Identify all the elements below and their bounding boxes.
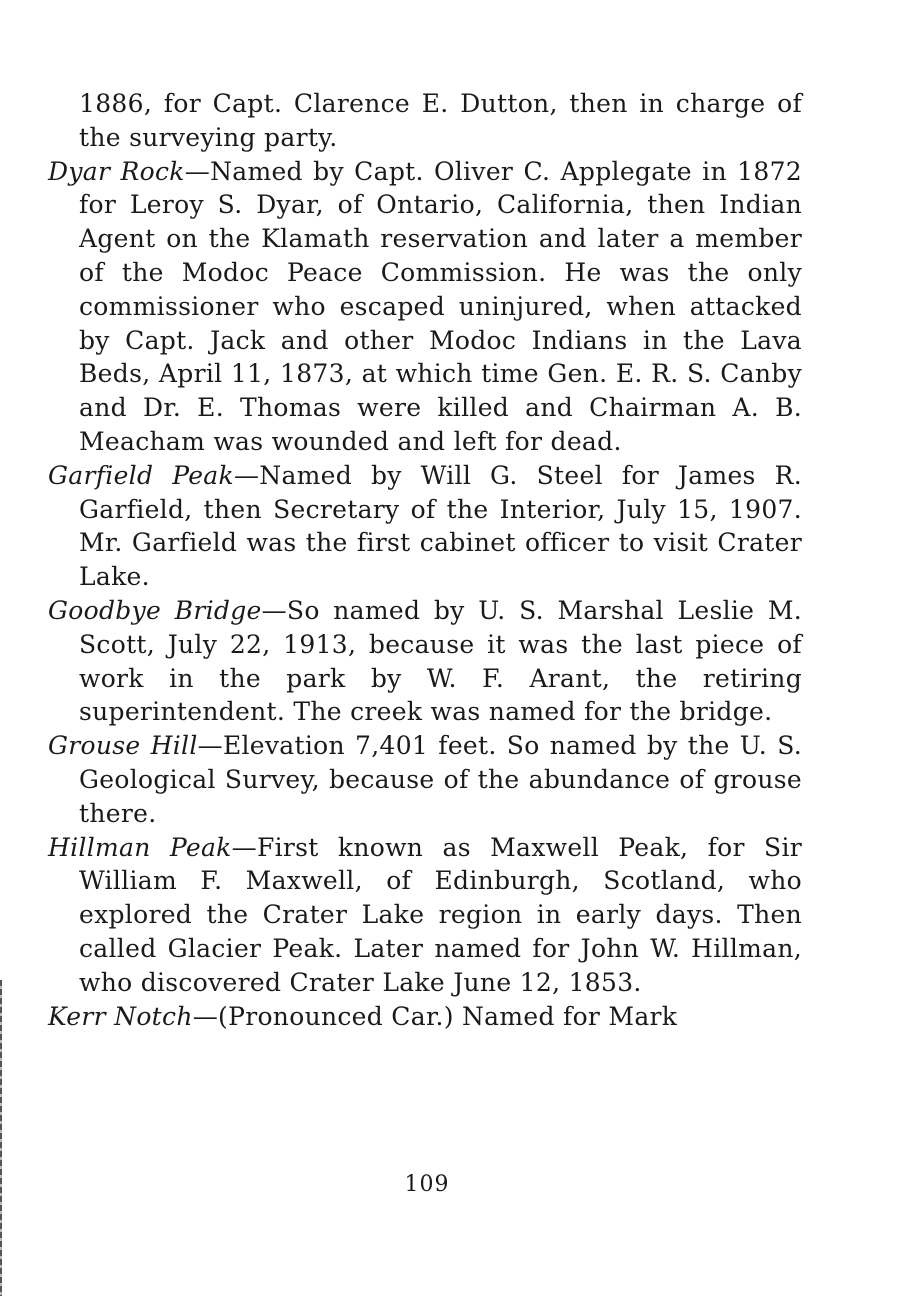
entry-term: Kerr Notch: [48, 1001, 193, 1031]
entry-goodbye-bridge: [48, 594, 802, 729]
entry-grouse-hill: [48, 729, 802, 830]
page-number: 109: [404, 1172, 450, 1197]
entry-term: Garfield Peak: [48, 460, 234, 490]
entry-term: Goodbye Bridge: [48, 595, 262, 625]
entry-term: Hillman Peak: [48, 832, 232, 862]
entry-kerr-notch: [48, 1000, 802, 1034]
scan-binding-edge: [0, 980, 2, 1296]
entry-text: —(Pronounced Car.) Named for Mark: [192, 1001, 678, 1031]
entry-dyar-rock: [48, 155, 802, 459]
entry-text: —Named by Will G. Steel for James R. Garfield, then Secretary of the Interior, July 15, 1907. Mr. Garfield was the first cabinet officer to visit Crater Lake.: [79, 460, 802, 592]
entry-text: —So named by U. S. Marshal Leslie M. Scott, July 22, 1913, because it was the last piece of work in the park by W. F. Arant, the retiring superintendent. The creek was named for the bridge.: [79, 595, 802, 727]
entry-garfield-peak: [48, 459, 802, 594]
entry-term: Dyar Rock: [48, 156, 185, 186]
entry-text: —First known as Maxwell Peak, for Sir William F. Maxwell, of Edinburgh, Scotland, who explored the Crater Lake region in early days. Then called Glacier Peak. Later named for John W. Hillman, who discovered Crater Lake June 12, 1853.: [79, 832, 802, 997]
entry-hillman-peak: [48, 831, 802, 1000]
entry-term: Grouse Hill: [48, 731, 198, 761]
entry-text: 1886, for Capt. Clarence E. Dutton, then in charge of the surveying party.: [79, 89, 802, 152]
entry-continuation: [48, 87, 802, 155]
entry-text: —Named by Capt. Oliver C. Applegate in 1872 for Leroy S. Dyar, of Ontario, California, then Indian Agent on the Klamath reservation and later a member of the Modoc Peace Commission. He was the only commissioner who escaped uninjured, when attacked by Capt. Jack and other Modoc Indians in the Lava Beds, April 11, 1873, at which time Gen. E. R. S. Canby and Dr. E. Thomas were killed and Chairman A. B. Meacham was wounded and left for dead.: [79, 156, 802, 456]
entry-text: —Elevation 7,401 feet. So named by the U. S. Geological Survey, because of the abundance of grouse there.: [79, 731, 802, 828]
text-block: [48, 87, 802, 1033]
